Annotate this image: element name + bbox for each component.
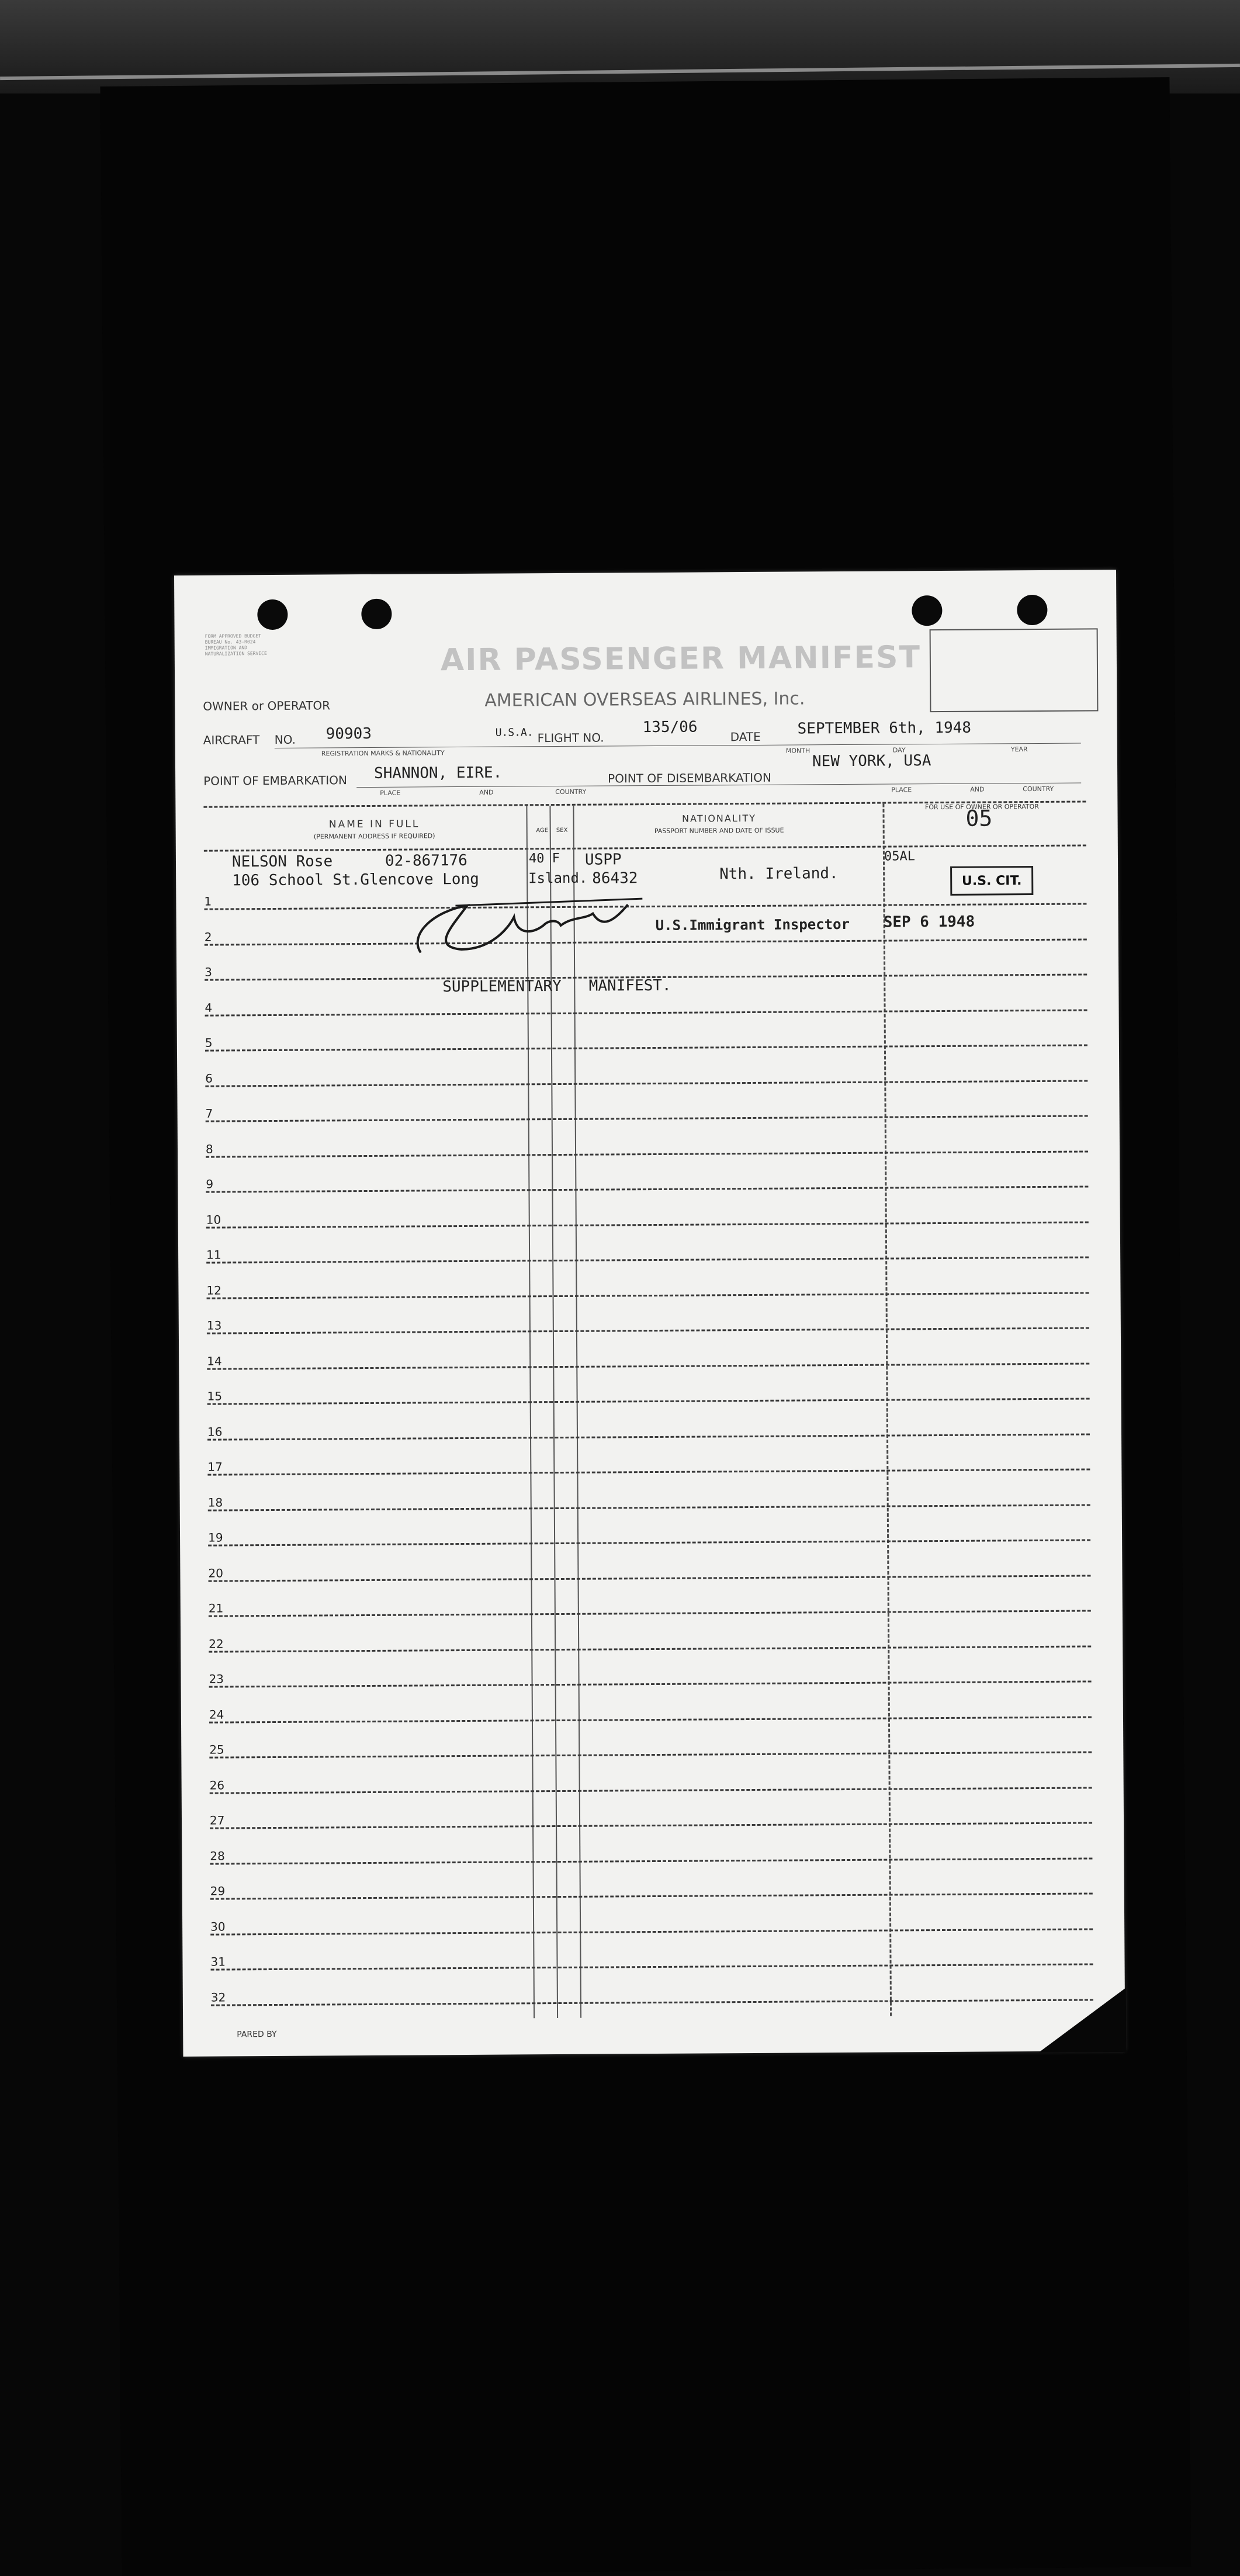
row-number: 15	[207, 1389, 223, 1403]
inspector-stamp: U.S.Immigrant Inspector	[655, 916, 850, 934]
row-rule	[206, 1185, 1088, 1192]
row-number: 1	[204, 894, 212, 909]
passenger-number: 02-867176	[385, 851, 467, 870]
row-number: 21	[208, 1601, 224, 1615]
row-rule	[208, 1539, 1090, 1546]
col-nationality-header: NATIONALITY	[682, 812, 757, 824]
row-number: 7	[205, 1106, 213, 1121]
row-rule	[210, 1857, 1092, 1864]
row-rule	[207, 1292, 1089, 1299]
header-bottom-rule	[204, 844, 1086, 851]
passenger-passport: 86432	[592, 869, 638, 887]
col-use-header: FOR USE OF OWNER OR OPERATOR	[924, 802, 1039, 812]
place-caption: PLACE	[380, 789, 401, 797]
row-rule	[207, 1433, 1090, 1440]
row-rule	[209, 1645, 1091, 1652]
day-caption: DAY	[892, 746, 906, 754]
col-divider-use	[882, 804, 892, 2016]
row-number: 13	[206, 1318, 222, 1333]
us-citizen-stamp: U.S. CIT.	[950, 866, 1033, 896]
row-rule	[210, 1892, 1093, 1899]
flight-number: 135/06	[642, 718, 698, 737]
year-caption: YEAR	[1010, 746, 1028, 754]
row-number: 18	[207, 1495, 223, 1510]
row-rule	[210, 1787, 1092, 1794]
manifest-sheet	[174, 570, 1125, 2057]
row-number: 30	[210, 1919, 226, 1934]
date-label: DATE	[730, 729, 761, 744]
punch-hole-1	[257, 599, 288, 630]
col-sex-header: SEX	[556, 827, 568, 834]
row-rule	[209, 1716, 1092, 1723]
manifest-title: AIR PASSENGER MANIFEST	[440, 640, 922, 678]
registration-caption: REGISTRATION MARKS & NATIONALITY	[321, 749, 445, 758]
row-rule	[204, 903, 1086, 910]
row-rule	[206, 1221, 1089, 1228]
row-rule	[209, 1610, 1091, 1617]
inspector-signature	[397, 893, 643, 965]
row-rule	[208, 1504, 1090, 1511]
col-name-header: NAME IN FULL	[328, 818, 420, 831]
row-rule	[206, 1256, 1089, 1263]
row-number: 17	[207, 1459, 223, 1474]
row-rule	[209, 1575, 1091, 1582]
row-number: 9	[206, 1177, 214, 1191]
row-number: 19	[207, 1530, 223, 1545]
row-rule	[206, 1150, 1088, 1157]
row-number: 16	[207, 1424, 223, 1439]
aircraft-label: AIRCRAFT	[203, 733, 260, 747]
row-rule	[209, 1751, 1092, 1758]
row-rule	[205, 1044, 1087, 1051]
passenger-nationality: USPP	[584, 851, 622, 869]
row-number: 5	[205, 1035, 213, 1050]
place2-caption: PLACE	[891, 786, 912, 794]
passport-issued: Nth. Ireland.	[719, 865, 839, 883]
row-number: 11	[206, 1247, 221, 1262]
row-number: 27	[209, 1813, 225, 1828]
embarkation-value: SHANNON, EIRE.	[373, 764, 503, 782]
inspector-stamp-date: SEP 6 1948	[883, 913, 975, 931]
row-number: 24	[209, 1707, 224, 1722]
punch-hole-3	[912, 595, 942, 626]
owner-label: OWNER or OPERATOR	[203, 698, 331, 713]
punch-hole-4	[1017, 595, 1047, 625]
row-number: 22	[209, 1637, 224, 1651]
passenger-use-code: 05AL	[884, 849, 916, 864]
form-code-lines: FORM APPROVED BUDGET BUREAU No. 43-R024 IMMIGRATION AND NATURALIZATION SERVICE	[205, 633, 267, 657]
disembarkation-label: POINT OF DISEMBARKATION	[608, 770, 771, 786]
row-number: 6	[205, 1071, 213, 1086]
row-rule	[207, 1362, 1089, 1370]
row-number: 10	[206, 1212, 221, 1227]
disembarkation-value: NEW YORK, USA	[812, 752, 931, 771]
row-rule	[205, 938, 1087, 945]
row-number: 8	[205, 1142, 213, 1156]
row-rule	[206, 1115, 1088, 1122]
official-stamp-box	[930, 628, 1099, 712]
col-name-subheader: (PERMANENT ADDRESS IF REQUIRED)	[313, 832, 435, 841]
aircraft-nationality: U.S.A.	[495, 726, 534, 739]
row-rule	[205, 1009, 1087, 1016]
row-rule	[209, 1680, 1092, 1687]
row-rule	[205, 1080, 1087, 1087]
torn-corner	[1038, 1988, 1127, 2053]
row-rule	[211, 1999, 1093, 2006]
stamp-number: 05	[965, 805, 993, 831]
row-number: 4	[205, 1000, 213, 1015]
prepared-by-label: PARED BY	[237, 2029, 277, 2040]
and-caption: AND	[479, 788, 494, 796]
row-number: 29	[210, 1884, 226, 1898]
row-number: 20	[208, 1566, 223, 1580]
row-number: 3	[205, 965, 212, 979]
country-caption: COUNTRY	[555, 788, 587, 796]
row-number: 28	[210, 1849, 225, 1863]
passenger-address: 106 School St.Glencove Long	[232, 870, 479, 890]
row-number: 14	[207, 1354, 222, 1368]
date-value: SEPTEMBER 6th, 1948	[797, 719, 972, 738]
row-rule	[207, 1398, 1090, 1405]
passenger-name: NELSON Rose	[231, 852, 333, 871]
passenger-age-sex: 40 F	[528, 851, 560, 866]
row-rule	[211, 1963, 1093, 1970]
row-rule	[207, 1468, 1090, 1475]
row-number: 12	[206, 1283, 221, 1298]
and2-caption: AND	[970, 785, 985, 793]
country2-caption: COUNTRY	[1023, 785, 1054, 793]
row-rule	[210, 1822, 1092, 1829]
embarkation-label: POINT OF EMBARKATION	[203, 773, 347, 788]
passenger-island: Island.	[528, 869, 588, 887]
row-rule	[207, 1327, 1089, 1334]
flight-label: FLIGHT NO.	[537, 730, 604, 746]
col-nationality-subheader: PASSPORT NUMBER AND DATE OF ISSUE	[654, 826, 784, 835]
row-number: 31	[210, 1954, 226, 1969]
aircraft-number: 90903	[325, 724, 372, 743]
aircraft-underline	[275, 743, 1081, 748]
row-number: 23	[209, 1672, 224, 1686]
aircraft-no-label: NO.	[274, 732, 296, 747]
owner-value: AMERICAN OVERSEAS AIRLINES, Inc.	[484, 688, 805, 711]
row-number: 25	[209, 1742, 224, 1757]
row-number: 2	[204, 930, 212, 944]
row-number: 26	[209, 1778, 225, 1793]
month-caption: MONTH	[785, 747, 810, 755]
punch-hole-2	[361, 599, 392, 629]
col-age-header: AGE	[536, 827, 549, 834]
row-number: 32	[210, 1990, 226, 2005]
supplementary-manifest-note: SUPPLEMENTARY MANIFEST.	[442, 976, 671, 996]
row-rule	[210, 1928, 1093, 1935]
